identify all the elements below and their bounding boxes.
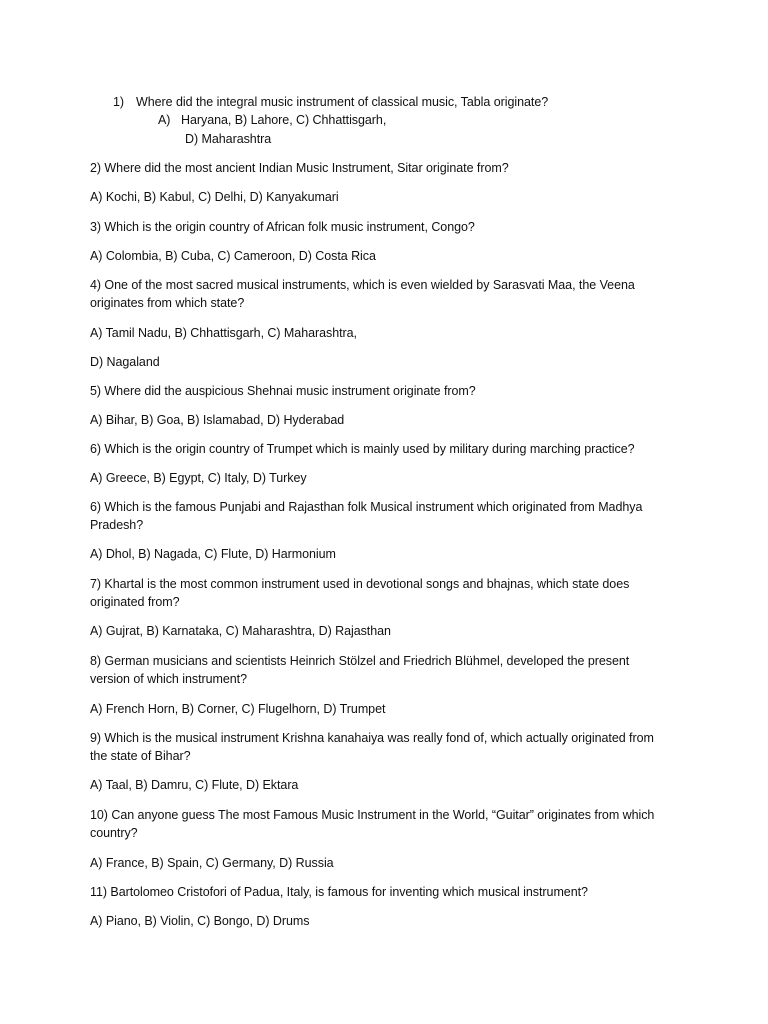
q1-options-line1: Haryana, B) Lahore, C) Chhattisgarh, [181,113,387,127]
q10-question-line1: 10) Can anyone guess The most Famous Music Instrument in the World, “Guitar” originates from which [90,808,655,822]
q4-question-line1: 4) One of the most sacred musical instruments, which is even wielded by Sarasvati Maa, the Veena [90,278,635,292]
q3-question: 3) Which is the origin country of African folk music instrument, Congo? [90,220,475,234]
q1-option-letter: A) [158,113,171,127]
q6b-options: A) Dhol, B) Nagada, C) Flute, D) Harmonium [90,547,336,561]
q11-question: 11) Bartolomeo Cristofori of Padua, Italy, is famous for inventing which musical instrument? [90,885,588,899]
q10-question-line2: country? [90,826,138,840]
q10-options: A) France, B) Spain, C) Germany, D) Russia [90,856,334,870]
q5-options: A) Bihar, B) Goa, B) Islamabad, D) Hyderabad [90,413,345,427]
q2-options: A) Kochi, B) Kabul, C) Delhi, D) Kanyakumari [90,190,339,204]
q6a-options: A) Greece, B) Egypt, C) Italy, D) Turkey [90,471,307,485]
q9-question-line2: the state of Bihar? [90,749,191,763]
q9-options: A) Taal, B) Damru, C) Flute, D) Ektara [90,778,299,792]
q9-question-line1: 9) Which is the musical instrument Krishna kanahaiya was really fond of, which actually originated from [90,731,654,745]
q8-question-line2: version of which instrument? [90,672,248,686]
q6b-question-line2: Pradesh? [90,518,144,532]
q6a-question: 6) Which is the origin country of Trumpet which is mainly used by military during marching practice? [90,442,635,456]
q6b-question-line1: 6) Which is the famous Punjabi and Rajasthan folk Musical instrument which originated from Madhya [90,500,643,514]
q4-options-line1: A) Tamil Nadu, B) Chhattisgarh, C) Maharashtra, [90,326,357,340]
q7-question-line2: originated from? [90,595,180,609]
q1-options-line2: D) Maharashtra [185,132,272,146]
q8-question-line1: 8) German musicians and scientists Heinrich Stölzel and Friedrich Blühmel, developed the present [90,654,630,668]
q8-options: A) French Horn, B) Corner, C) Flugelhorn, D) Trumpet [90,702,386,716]
q1-number: 1) [113,95,125,109]
q11-options: A) Piano, B) Violin, C) Bongo, D) Drums [90,914,310,928]
q2-question: 2) Where did the most ancient Indian Music Instrument, Sitar originate from? [90,161,509,175]
q1-question: Where did the integral music instrument of classical music, Tabla originate? [136,95,549,109]
q4-options-line2: D) Nagaland [90,355,160,369]
q7-options: A) Gujrat, B) Karnataka, C) Maharashtra, D) Rajasthan [90,624,391,638]
q7-question-line1: 7) Khartal is the most common instrument used in devotional songs and bhajnas, which state does [90,577,630,591]
q4-question-line2: originates from which state? [90,296,245,310]
q5-question: 5) Where did the auspicious Shehnai music instrument originate from? [90,384,476,398]
q3-options: A) Colombia, B) Cuba, C) Cameroon, D) Costa Rica [90,249,376,263]
